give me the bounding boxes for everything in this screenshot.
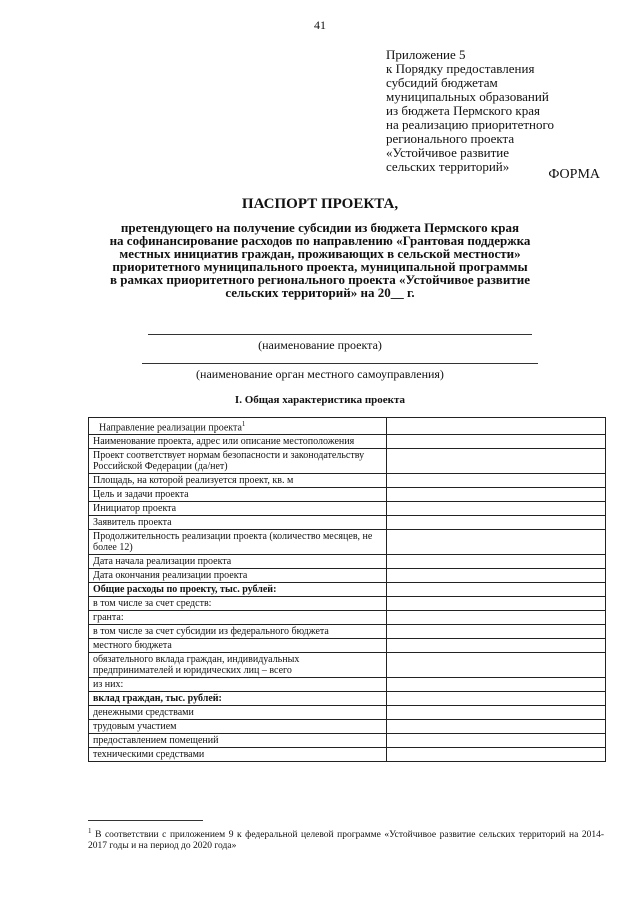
- row-value-cell[interactable]: [386, 569, 605, 583]
- row-label: [89, 734, 387, 748]
- row-value-cell[interactable]: [386, 488, 605, 502]
- table-row: [89, 502, 606, 516]
- row-label: [89, 653, 387, 678]
- appendix-line: муниципальных образований: [386, 89, 549, 104]
- row-label: [89, 449, 387, 474]
- row-label: [89, 720, 387, 734]
- row-label-text: предоставлением помещений: [93, 735, 219, 747]
- row-value-cell[interactable]: [386, 435, 605, 449]
- row-label-text: вклад граждан, тыс. рублей:: [93, 693, 222, 705]
- row-value-cell[interactable]: [386, 555, 605, 569]
- project-name-caption: (наименование проекта): [258, 338, 382, 352]
- page-number: 41: [314, 18, 326, 32]
- row-label: [89, 530, 387, 555]
- row-label: [89, 706, 387, 720]
- row-value-cell[interactable]: [386, 748, 605, 762]
- row-label: [89, 611, 387, 625]
- table-row: [89, 530, 606, 555]
- footnote-text: В соответствии с приложением 9 к федеральной целевой программе «Устойчивое развитие сельских территорий на 2014-2017 годы и на период до 2020 года»: [88, 830, 605, 852]
- row-label-text: Заявитель проекта: [93, 517, 172, 529]
- row-value-cell[interactable]: [386, 516, 605, 530]
- table-row: [89, 692, 606, 706]
- subtitle-line: претендующего на получение субсидии из бюджета Пермского края: [120, 220, 520, 235]
- table-row: [89, 748, 606, 762]
- subtitle-line: местных инициатив граждан, проживающих в сельской местности»: [119, 246, 521, 261]
- table-row: [89, 720, 606, 734]
- row-value-cell[interactable]: [386, 583, 605, 597]
- row-label-text: Наименование проекта, адрес или описание местоположения: [93, 436, 355, 448]
- row-label: [89, 569, 387, 583]
- row-value-cell[interactable]: [386, 720, 605, 734]
- document-title: ПАСПОРТ ПРОЕКТА,: [241, 196, 399, 212]
- table-row: [89, 625, 606, 639]
- row-value-cell[interactable]: [386, 502, 605, 516]
- appendix-line: из бюджета Пермского края: [386, 103, 541, 118]
- row-label: [89, 435, 387, 449]
- appendix-line: регионального проекта: [386, 131, 515, 146]
- row-value-cell[interactable]: [386, 597, 605, 611]
- authority-caption: (наименование орган местного самоуправления): [196, 367, 444, 381]
- table-row: [89, 678, 606, 692]
- row-label: [89, 678, 387, 692]
- table-row: [89, 516, 606, 530]
- row-value-cell[interactable]: [386, 678, 605, 692]
- row-label: [89, 474, 387, 488]
- row-label-text: Проект соответствует нормам безопасности и законодательству Российской Федерации (да/нет): [93, 450, 365, 473]
- table-row: [89, 597, 606, 611]
- row-label-text: техническими средствами: [93, 749, 205, 761]
- document-subtitle: [60, 221, 580, 299]
- footnote-reference: 1: [241, 420, 246, 428]
- appendix-line: субсидий бюджетам: [386, 75, 498, 90]
- row-label-text: трудовым участием: [93, 721, 177, 733]
- footnote-separator: [88, 820, 203, 821]
- subtitle-line: на софинансирование расходов по направлению «Грантовая поддержка: [109, 233, 531, 248]
- row-label-text: Продолжительность реализации проекта (количество месяцев, не более 12): [93, 531, 373, 554]
- row-value-cell[interactable]: [386, 625, 605, 639]
- row-label: [89, 488, 387, 502]
- row-label: [89, 639, 387, 653]
- row-label-text: Площадь, на которой реализуется проект, кв. м: [93, 475, 294, 487]
- row-label-text: местного бюджета: [93, 640, 172, 652]
- appendix-line: «Устойчивое развитие: [386, 145, 510, 160]
- table-row: [89, 706, 606, 720]
- row-label: [89, 502, 387, 516]
- row-label: [89, 625, 387, 639]
- subtitle-line: приоритетного муниципального проекта, муниципальной программы: [112, 259, 528, 274]
- row-value-cell[interactable]: [386, 653, 605, 678]
- table-row: [89, 639, 606, 653]
- row-label-text: Цель и задачи проекта: [93, 489, 189, 501]
- row-label: [89, 516, 387, 530]
- table-row: [89, 449, 606, 474]
- row-label: [89, 597, 387, 611]
- appendix-line: к Порядку предоставления: [386, 61, 535, 76]
- row-label-text: Инициатор проекта: [93, 503, 177, 515]
- row-label-text: Дата начала реализации проекта: [93, 556, 232, 568]
- row-label-text: Общие расходы по проекту, тыс. рублей:: [93, 584, 277, 596]
- project-passport-table: [88, 417, 606, 762]
- row-label-text: обязательного вклада граждан, индивидуальных предпринимателей и юридических лиц – всего: [93, 654, 300, 677]
- project-name-line: [148, 334, 532, 335]
- row-value-cell[interactable]: [386, 706, 605, 720]
- row-label-text: Направление реализации проекта: [99, 422, 242, 434]
- table-row: [89, 734, 606, 748]
- row-value-cell[interactable]: [386, 449, 605, 474]
- row-value-cell[interactable]: [386, 639, 605, 653]
- table-row: [89, 435, 606, 449]
- table-row: [89, 611, 606, 625]
- row-label-text: гранта:: [93, 612, 124, 624]
- appendix-block: [386, 48, 554, 174]
- appendix-line: на реализацию приоритетного: [386, 117, 554, 132]
- row-value-cell[interactable]: [386, 734, 605, 748]
- table-row: [89, 474, 606, 488]
- row-label-text: из них:: [93, 679, 124, 691]
- authority-line: [142, 363, 538, 364]
- table-row: [89, 555, 606, 569]
- section-heading: I. Общая характеристика проекта: [234, 394, 406, 406]
- row-label: [89, 555, 387, 569]
- row-label: [89, 748, 387, 762]
- row-value-cell[interactable]: [386, 692, 605, 706]
- row-value-cell[interactable]: [386, 611, 605, 625]
- row-label-text: денежными средствами: [93, 707, 194, 719]
- row-label: [89, 692, 387, 706]
- row-value-cell[interactable]: [386, 474, 605, 488]
- table-row: [89, 569, 606, 583]
- subtitle-line: в рамках приоритетного регионального проекта «Устойчивое развитие: [110, 272, 530, 287]
- appendix-line: Приложение 5: [386, 47, 466, 62]
- footnote-mark: 1: [88, 827, 92, 835]
- row-value-cell[interactable]: [386, 530, 605, 555]
- appendix-line: сельских территорий»: [386, 159, 510, 174]
- footnote: [88, 826, 604, 852]
- table-row: [89, 488, 606, 502]
- table-row: [89, 653, 606, 678]
- row-label-text: в том числе за счет субсидии из федерального бюджета: [93, 626, 329, 638]
- row-label: [89, 418, 387, 435]
- row-label-text: в том числе за счет средств:: [93, 598, 212, 610]
- form-label: ФОРМА: [548, 167, 600, 182]
- row-value-cell[interactable]: [386, 418, 605, 435]
- table-row: [89, 418, 606, 435]
- table-row: [89, 583, 606, 597]
- row-label-text: Дата окончания реализации проекта: [93, 570, 248, 582]
- row-label: [89, 583, 387, 597]
- subtitle-line: сельских территорий» на 20__ г.: [225, 285, 415, 300]
